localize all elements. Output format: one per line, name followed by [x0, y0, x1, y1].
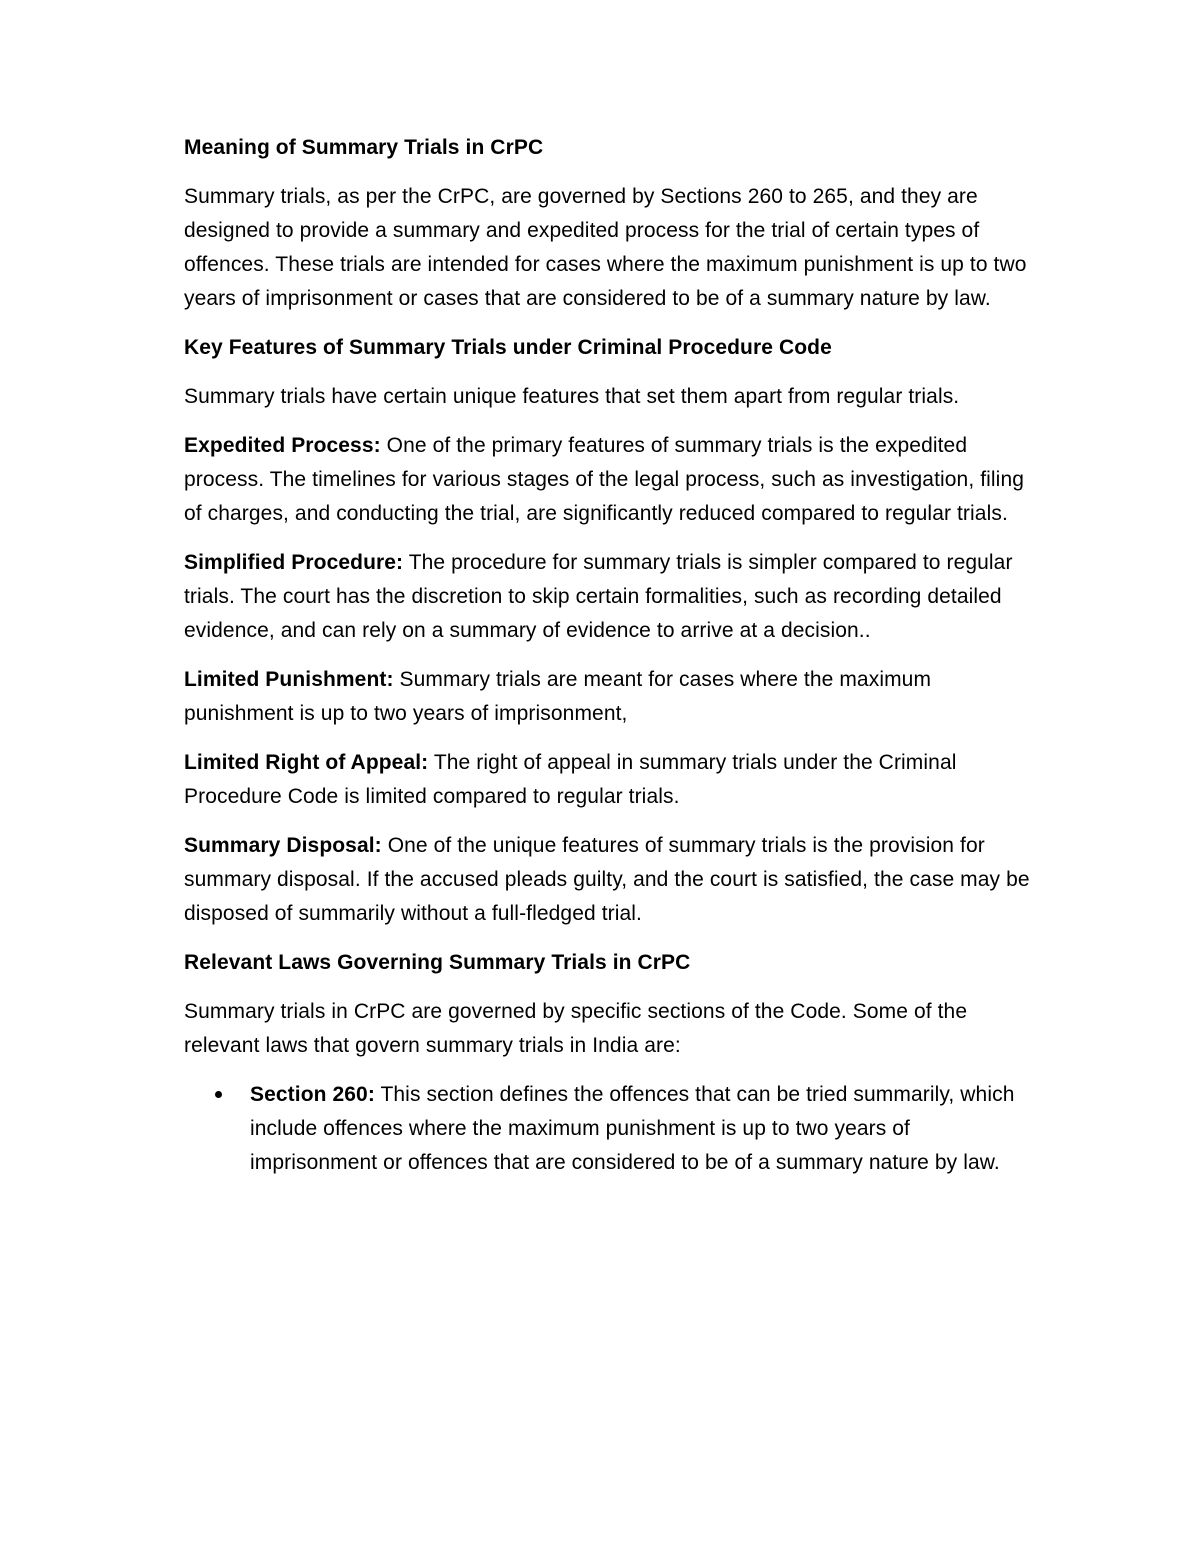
- bullet-icon: [215, 1091, 222, 1098]
- feature-text: Summary trials are meant for cases where the maximum punishment is up to two years of imprisonment,: [184, 668, 932, 725]
- paragraph-key-features-intro: Summary trials have certain unique features that set them apart from regular trials.: [184, 385, 960, 408]
- feature-simplified-procedure: [184, 546, 1034, 648]
- feature-text: The right of appeal in summary trials under the Criminal Procedure Code is limited compared to regular trials.: [184, 751, 957, 808]
- bullet-term: Section 260:: [250, 1083, 375, 1106]
- paragraph-meaning: Summary trials, as per the CrPC, are governed by Sections 260 to 265, and they are designed to provide a summary and expedited process for the trial of certain types of offences. These trials are intended for cases where the maximum punishment is up to two years of imprisonment or cases that are considered to be of a summary nature by law.: [184, 185, 1027, 310]
- feature-text: One of the unique features of summary trials is the provision for summary disposal. If the accused pleads guilty, and the court is satisfied, the case may be disposed of summarily without a full-fledged trial.: [184, 834, 1030, 925]
- feature-term: Limited Punishment:: [184, 668, 394, 691]
- document-body: [184, 131, 1034, 1195]
- feature-term: Expedited Process:: [184, 434, 381, 457]
- bullet-text: This section defines the offences that can be tried summarily, which include offences where the maximum punishment is up to two years of imprisonment or offences that are considered to be of a summary nature by law.: [250, 1083, 1015, 1174]
- feature-limited-right-of-appeal: [184, 746, 1034, 814]
- heading-relevant-laws: Relevant Laws Governing Summary Trials in CrPC: [184, 951, 691, 974]
- list-item-section-260: [184, 1078, 1034, 1180]
- feature-term: Summary Disposal:: [184, 834, 382, 857]
- heading-meaning-of-summary-trials: Meaning of Summary Trials in CrPC: [184, 136, 544, 159]
- feature-term: Simplified Procedure:: [184, 551, 404, 574]
- feature-text: The procedure for summary trials is simpler compared to regular trials. The court has the discretion to skip certain formalities, such as recording detailed evidence, and can rely on a summary of evidence to arrive at a decision..: [184, 551, 1013, 642]
- feature-text: One of the primary features of summary trials is the expedited process. The timelines for various stages of the legal process, such as investigation, filing of charges, and conducting the trial, are significantly reduced compared to regular trials.: [184, 434, 1024, 525]
- relevant-laws-list: [184, 1078, 1034, 1180]
- feature-summary-disposal: [184, 829, 1034, 931]
- feature-limited-punishment: [184, 663, 1034, 731]
- paragraph-relevant-laws-intro: Summary trials in CrPC are governed by specific sections of the Code. Some of the relevant laws that govern summary trials in India are:: [184, 1000, 968, 1057]
- feature-expedited-process: [184, 429, 1034, 531]
- heading-key-features: Key Features of Summary Trials under Criminal Procedure Code: [184, 336, 832, 359]
- feature-term: Limited Right of Appeal:: [184, 751, 429, 774]
